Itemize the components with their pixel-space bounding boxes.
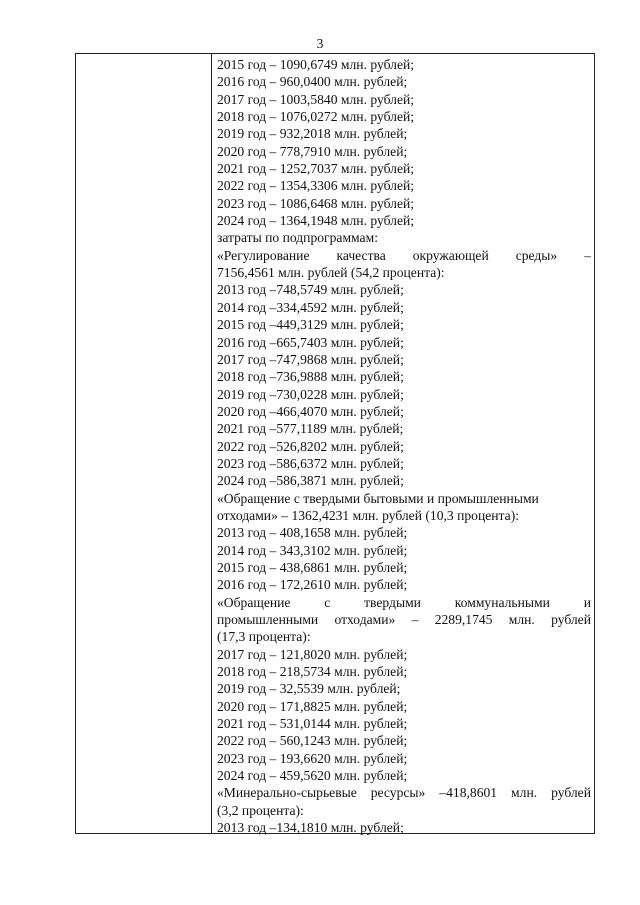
text-line: промышленными отходами» – 2289,1745 млн. рублей <box>217 612 591 627</box>
table-left-column <box>76 54 212 833</box>
text-line: 2017 год – 121,8020 млн. рублей; <box>217 646 408 662</box>
text-line: 2018 год – 218,5734 млн. рублей; <box>217 664 408 680</box>
text-line: 2020 год – 171,8825 млн. рублей; <box>217 698 408 714</box>
text-line: затраты по подпрограммам: <box>217 230 378 246</box>
text-line: 2014 год –334,4592 млн. рублей; <box>217 299 404 315</box>
page-number: 3 <box>316 36 324 51</box>
text-line: «Обращение с твердыми коммунальными и <box>217 594 591 610</box>
text-line: 2023 год – 1086,6468 млн. рублей; <box>217 195 415 211</box>
text-line: «Обращение с твердыми бытовыми и промышленными <box>217 490 539 506</box>
text-line: 2017 год – 1003,5840 млн. рублей; <box>217 91 415 107</box>
text-line: 2018 год – 1076,0272 млн. рублей; <box>217 109 415 125</box>
text-line: 2013 год –748,5749 млн. рублей; <box>217 282 404 298</box>
text-line: 2016 год –665,7403 млн. рублей; <box>217 334 404 350</box>
text-line: «Минерально-сырьевые ресурсы» –418,8601 млн. рублей <box>217 785 591 801</box>
text-line: 2022 год –526,8202 млн. рублей; <box>217 438 404 454</box>
text-line: 2015 год – 1090,6749 млн. рублей; <box>217 57 415 72</box>
text-line: 2015 год –449,3129 млн. рублей; <box>217 317 404 333</box>
text-line: 2013 год – 408,1658 млн. рублей; <box>217 525 408 541</box>
text-line: 2013 год –134,1810 млн. рублей; <box>217 820 404 836</box>
text-line: 2020 год –466,4070 млн. рублей; <box>217 403 404 419</box>
text-line: 2023 год – 193,6620 млн. рублей; <box>217 750 408 766</box>
table-right-column <box>212 56 595 836</box>
text-line: 2014 год – 343,3102 млн. рублей; <box>217 542 408 558</box>
text-line: 2024 год – 459,5620 млн. рублей; <box>217 768 408 784</box>
text-line: 2022 год – 560,1243 млн. рублей; <box>217 733 408 749</box>
text-line: (17,3 процента): <box>217 629 311 645</box>
text-line: 2017 год –747,9868 млн. рублей; <box>217 351 404 367</box>
text-line: «Регулирование качества окружающей среды» – <box>217 247 591 263</box>
text-line: 2023 год –586,6372 млн. рублей; <box>217 455 404 471</box>
text-line: 2022 год – 1354,3306 млн. рублей; <box>217 178 415 194</box>
text-line: 2018 год –736,9888 млн. рублей; <box>217 369 404 385</box>
text-line: 2020 год – 778,7910 млн. рублей; <box>217 143 408 159</box>
text-line: 2019 год –730,0228 млн. рублей; <box>217 386 404 402</box>
text-line: 2024 год – 1364,1948 млн. рублей; <box>217 213 415 229</box>
text-line: 2021 год – 1252,7037 млн. рублей; <box>217 161 415 177</box>
text-line: 2021 год – 531,0144 млн. рублей; <box>217 716 408 732</box>
text-line: (3,2 процента): <box>217 802 304 818</box>
text-line: 2015 год – 438,6861 млн. рублей; <box>217 559 408 575</box>
text-line: 2021 год –577,1189 млн. рублей; <box>217 421 404 437</box>
text-line: 2016 год – 172,2610 млн. рублей; <box>217 577 408 593</box>
text-line: 2019 год – 32,5539 млн. рублей; <box>217 681 401 697</box>
text-line: 2019 год – 932,2018 млн. рублей; <box>217 126 408 142</box>
text-line: 2016 год – 960,0400 млн. рублей; <box>217 74 408 90</box>
funding-table <box>75 53 595 834</box>
text-line: отходами» – 1362,4231 млн. рублей (10,3 процента): <box>217 507 520 523</box>
text-line: 2024 год –586,3871 млн. рублей; <box>217 473 404 489</box>
text-line: 7156,4561 млн. рублей (54,2 процента): <box>217 265 445 281</box>
